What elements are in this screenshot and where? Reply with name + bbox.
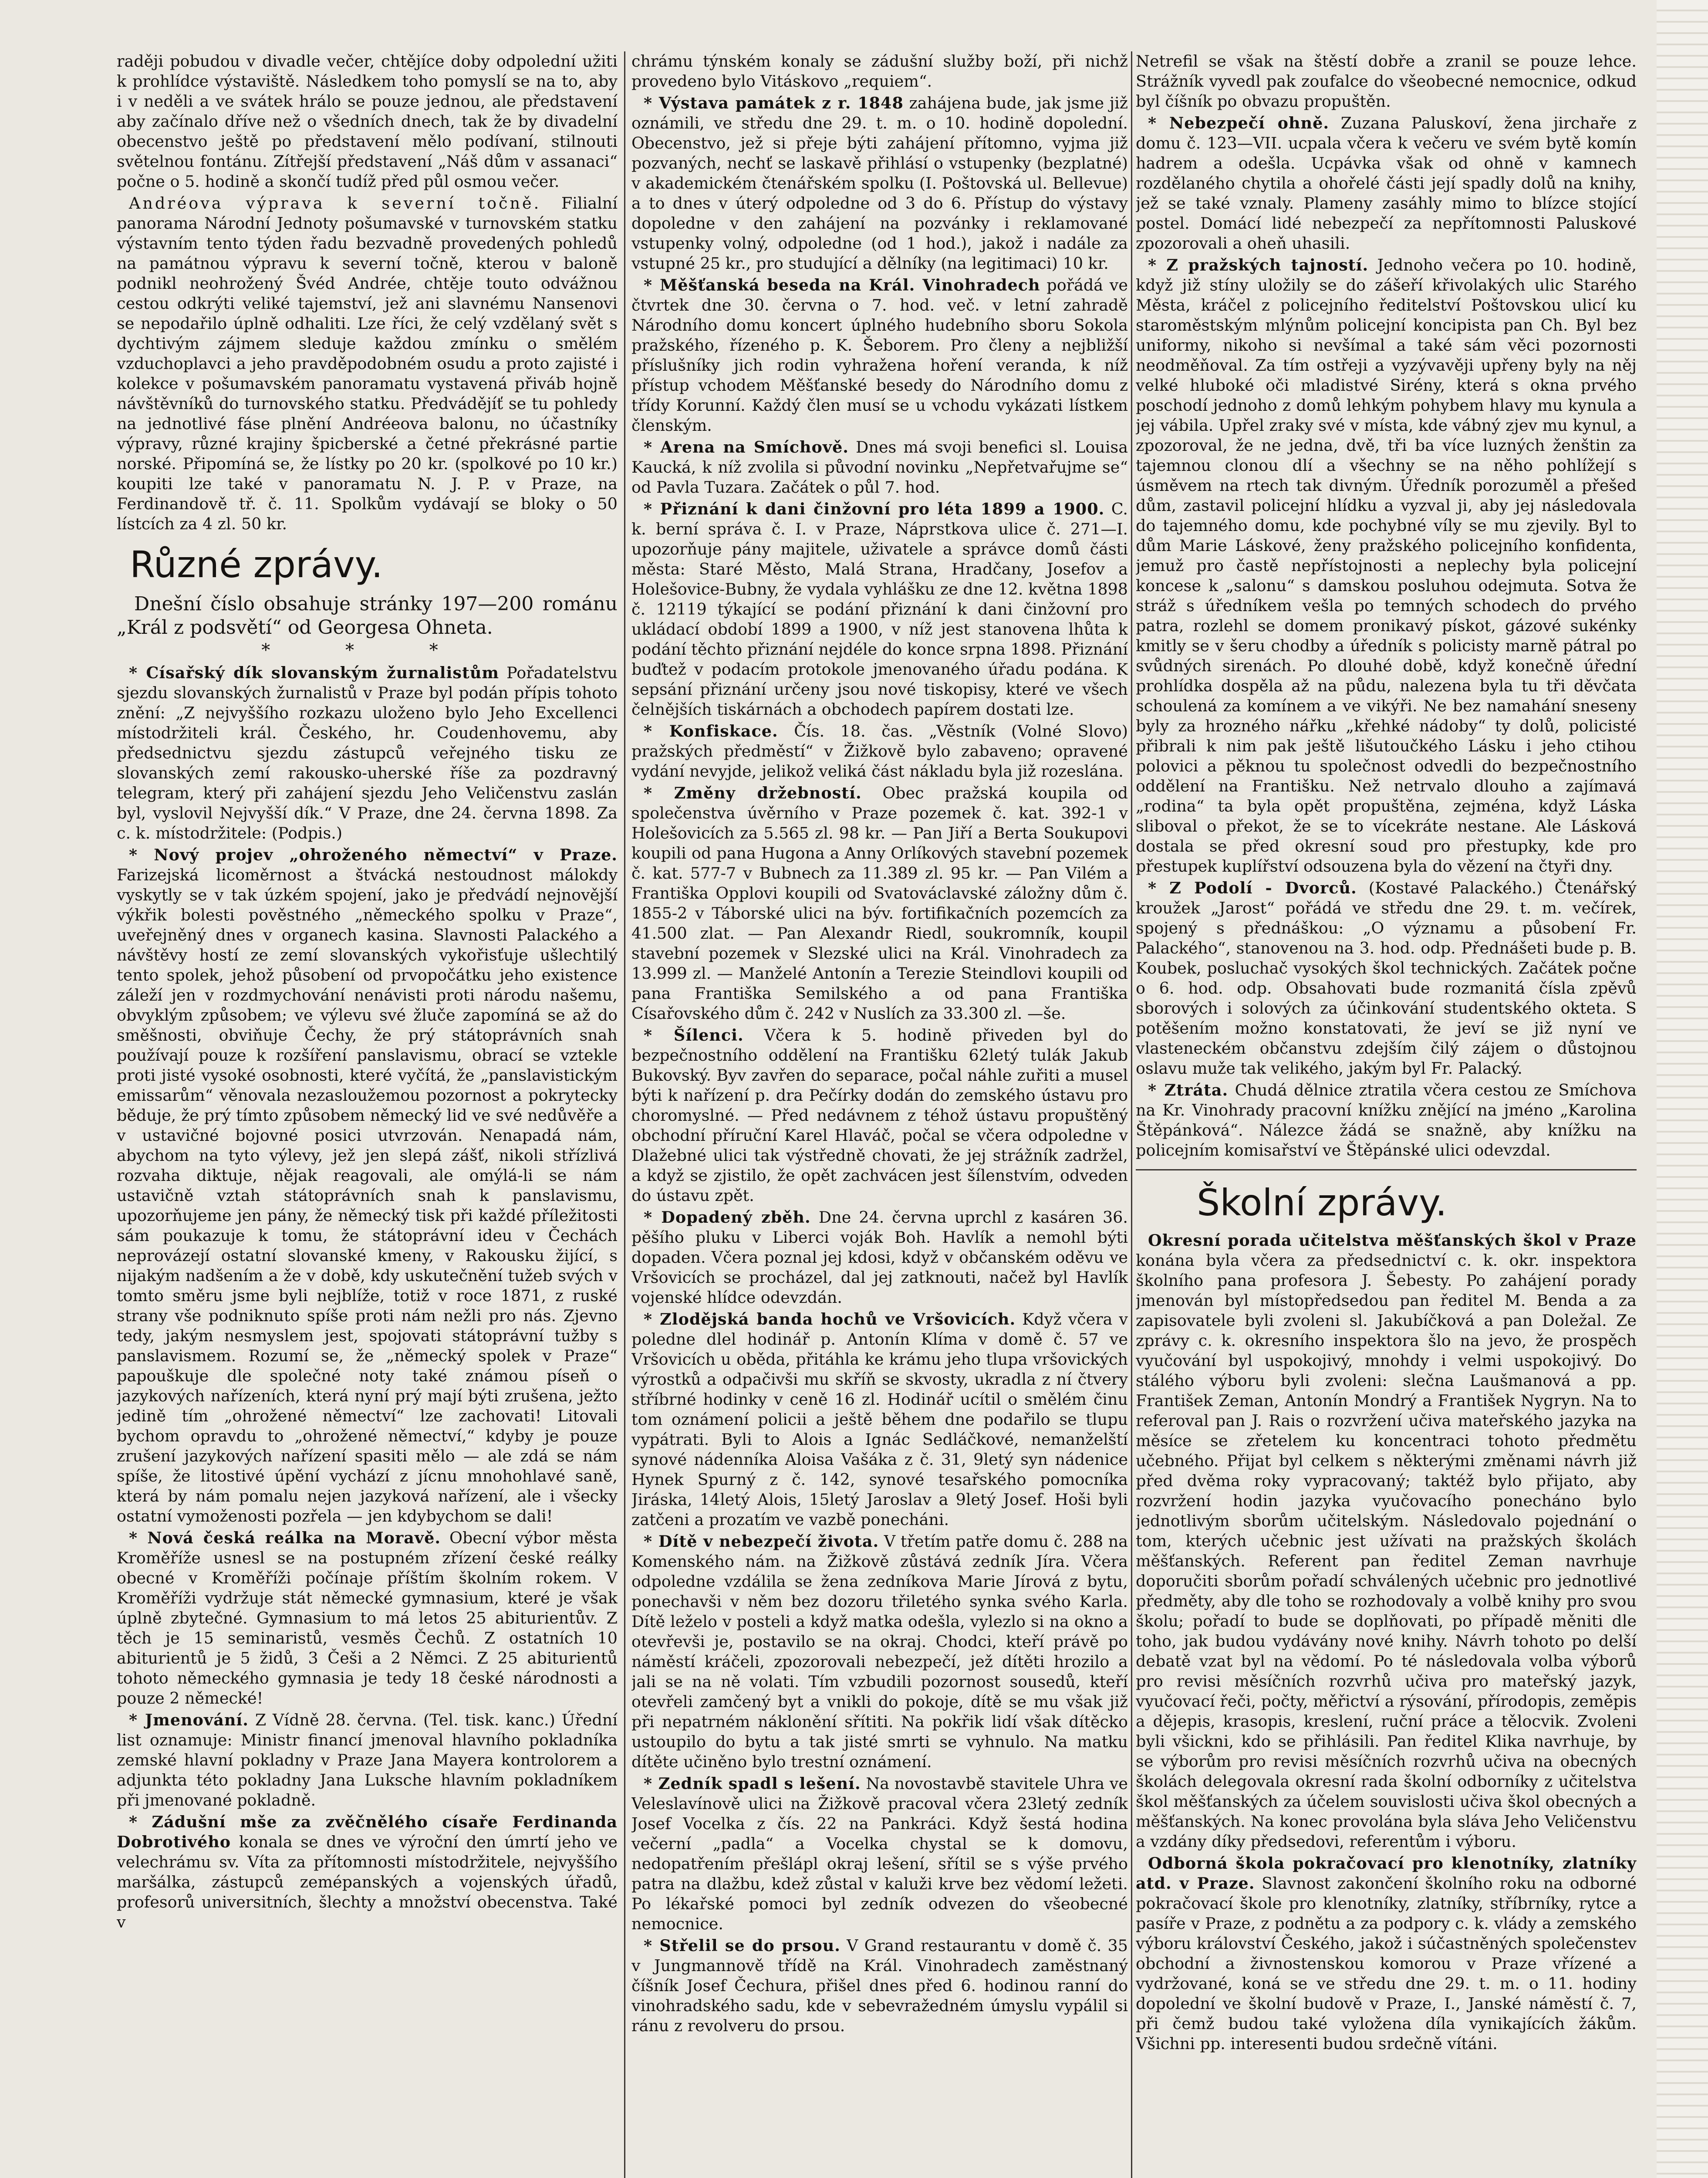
article-lead: * Z Podolí - Dvorců. (1148, 879, 1357, 897)
article-lead: * Nová česká reálka na Moravě. (129, 1529, 441, 1547)
article-lead: * Císařský dík slovanským žurnalistům (129, 663, 499, 682)
article-zlodejska (631, 1309, 1128, 1530)
article-jmenovani (117, 1710, 618, 1810)
article-strelil (631, 1936, 1128, 2036)
article-lead: Andréova výprava k severní točně. (129, 194, 541, 213)
article-body: Farizejská licoměrnost a štvácká nestoudnost málokdy vyskytly se v tak úzkém spojení, jako je předvádí nejnovější výkřik bolesti pověstného „německého spolku v Praze“, uveřejněný dnes v organech kasina. Slavnosti Palackého a návštěvy hostí ze zemí slovanských vykořisťuje ušlechtilý tento spolek, jehož působení od prvopočátku jeho existence záleží jen v rozdmychování nenávisti proti národu našemu, obvyklým způsobem; ve výlevu své žluče zapomíná se až do směšnosti, obviňuje Čechy, že prý státoprávních snah používají pouze k rozšíření panslavismu, obrací se vztekle proti jisté vysoké osobnosti, které vyčítá, že „panslavistickým emissarům“ věnovala nezasloužemou pozornost a pokrytecky běduje, že prý tímto způsobem německý lid ve své nedůvěře a v ustavičné bojovné posici utvrzován. Nenapadá nám, abychom na tyto výlevy, jež jen slepá zášť, nikoli střízlivá rozvaha diktuje, nějak reagovali, ale omýlá-li se nám ustavičně vztah státoprávních snah k panslavismu, upozorňujeme jen pány, že německý tisk při každé příležitosti sám poukazuje k tomu, že státoprávní ideu v Čechách neprovázejí ostatní slovanské kmeny, v Rakousku žijící, s nijakým nadšením a že v době, kdy uskutečnění tužeb svých v tomto směru jsme byli nejblíže, totiž v roce 1871, z ruské strany vše podniknuto spíše proti nám nežli pro nás. Zjevno tedy, jakým nesmyslem jest, spojovati státoprávní tužby s panslavismem. Rozumí se, že „německý spolek v Praze“ papouškuje dle společné noty také známou píseň o jazykových nařízeních, která nyní prý mají býti zrušena, ježto jedině tím „ohrožené němectví“ lze zachovati! Litovali bychom opravdu to „ohrožené němectví,“ kdyby je pouze zrušení jazykových nařízení spasiti mělo — ale zdá se nám spíše, že litostivé úpění vychází z jícnu mnohohlavé saně, která by nám pomalu nejen jazyková nařízení, ale i všecky ostatní vymoženosti pozřela — jen kdybychom se dali! (117, 866, 618, 1525)
article-body: Dne 24. června uprchl z kasáren 36. pěšího pluku v Liberci voják Boh. Havlík a nemohl býti dopaden. Včera poznal jej kdosi, když v občanském oděvu ve Vršovicích se procházel, dal jej zatknouti, načež byl Havlík vojenské hlídce odevzdán. (631, 1208, 1128, 1307)
article-lead: * Nový projev „ohroženého němectví“ v Praze. (129, 845, 618, 864)
article-lead: * Zádušní mše za zvěčnělého císaře Ferdinanda Dobrotivého (117, 1813, 618, 1851)
article-lead: * Konfiskace. (644, 722, 778, 741)
article-tajnosti (1136, 255, 1637, 876)
article-continuation: raději pobudou v divadle večer, chtějíce doby odpolední užiti k prohlídce výstaviště. Následkem toho pomyslí se na to, aby i v neděli a ve svátek hrálo se pouze jednou, ale představení aby začínalo dříve než o všedních dnech, tak že by divadelní obecenstvo ještě po představení mělo podívaní, stilnouti světelnou fontánu. Zítřejší představení „Náš dům v assanaci“ počne o 5. hodině a skončí tudíž před půl osmou večer. (117, 52, 618, 191)
article-lead: * Výstava památek z r. 1848 (644, 94, 904, 112)
article-lead: * Měšťanská beseda na Král. Vinohradech (644, 276, 1040, 294)
article-body: Na novostavbě stavitele Uhra ve Veleslavínově ulici na Žižkově pracoval včera 23letý zedník Josef Vocelka z čís. 22 na Pankráci. Když šestá hodina večerní „padla“ a Vocelka chystal se k domovu, nedopatřením přešlápl okraj lešení, sřítil se s výše prvého patra na dlažbu, kdež zůstal v kaluži krve bez vědomí ležeti. Po lékařské pomoci byl zedník odvezen do všeobecné nemocnice. (631, 1774, 1128, 1933)
article-cisarsky (117, 663, 618, 843)
article-realka (117, 1528, 618, 1708)
article-projev (117, 845, 618, 1526)
column-rule (1131, 51, 1132, 2178)
article-dopadeny (631, 1207, 1128, 1308)
article-lead: * Z pražských tajností. (1148, 256, 1369, 274)
column-3 (1136, 51, 1637, 2178)
article-lead: * Dítě v nebezpečí života. (644, 1532, 879, 1551)
article-body: Slavnost zakončení školního roku na odborné pokračovací škole pro klenotníky, zlatníky, stříbrníky, rytce a pasíře v Praze, z podnětu a za podpory c. k. vlády a zemského výboru království Českého, jakož i súčastněných společenstev obchodní a živnostenskou komorou v Praze vřízené a vydržované, koná se ve středu dne 29. t. m. o 11. hodiny dopolední ve školní budově v Praze, I., Janské náměstí č. 7, při čemž budou také vyložena díla vynikajících žákům. Všichni pp. interesenti budou srdečně vítáni. (1136, 1874, 1637, 2053)
article-body: Obec pražská koupila od společenstva úvěrního v Praze pozemek č. kat. 392-1 v Holešovicích za 5.565 zl. 98 kr. — Pan Jiří a Berta Soukupovi koupili od pana Hugona a Anny Orlíkových stavební pozemek č. kat. 577-7 v Bubnech za 11.389 zl. 95 kr. — Pan Vilém a Františka Opplovi koupili od Svatováclavské záložny dům č. 1855-2 v Táborské ulici na býv. fortifikačních pozemcích za 41.500 zlat. — Pan Alexandr Riedl, soukromník, koupil stavební pozemek v Slezské ulici na Král. Vinohradech za 13.999 zl. — Manželé Antonín a Terezie Steindlovi koupili od pana Františka Semilského a od pana Františka Císařovského dům č. 242 v Nuslích za 33.300 zl. —še. (631, 784, 1128, 1023)
article-continuation: Netrefil se však na štěstí dobře a zranil se pouze lehce. Strážník vyvedl pak zoufalce do všeobecné nemocnice, odkud byl číšník po obvazu propuštěn. (1136, 52, 1637, 111)
article-body: pořádá ve čtvrtek dne 30. června o 7. hod. več. v letní zahradě Národního domu koncert úplného hudebního sboru Sokola pražského, řízeného p. K. Šeborem. Pro členy a nejbližší příslušníky jich rodin vyhražena hoření veranda, k níž přístup vchodem Měšťanské besedy do Národního domu z třídy Korunní. Každý člen musí se u vchodu vykázati lístkem členským. (631, 276, 1128, 435)
article-body: Pořadatelstvu sjezdu slovanských žurnalistů v Praze byl podán přípis tohoto znění: „Z nejvyššího rozkazu uloženo bylo Jeho Excellenci místodržiteli král. Českého, hr. Coudenhovemu, aby předsednictvu sjezdu zástupců veřejného tisku ze slovanských zemí rakousko-uherské říše za pozdravný telegram, který při zahájení sjezdu Jeho Veličenstvu zaslán byl, vyslovil Nejvyšší dík.“ V Praze, dne 24. června 1898. Za c. k. místodržitele: (Podpis.) (117, 663, 618, 842)
article-lead: * Zedník spadl s lešení. (644, 1774, 861, 1793)
article-body: Dnes má svoji benefici sl. Louisa Kaucká, k níž zvolila si původní novinku „Nepřetvařujme se“ od Pavla Tuzara. Začátek o půl 7. hod. (631, 438, 1128, 497)
article-lead: Okresní porada učitelstva měšťanských škol v Praze (1148, 1231, 1637, 1250)
article-zednik (631, 1774, 1128, 1934)
article-body: Když včera v poledne dlel hodinář p. Antonín Klíma v domě č. 57 ve Vršovicích u oběda, přitáhla ke krámu jeho tlupa vršovických výrostků a odpačivši mu skříň se skvosty, ukradla z ní čtvery stříbrné hodinky v ceně 16 zl. Hodinář ucítil o smělém činu tom oznámení policii a ještě během dne podařilo se tlupu vypátrati. Byli to Alois a Ignác Sedláčkové, nemanželští synové nádenníka Aloisa Vašáka z č. 31, 9letý syn nádenice Hynek Spurný z č. 142, synové tesařského pomocníka Jiráska, 14letý Alois, 15letý Jaroslav a 9letý Josef. Hoši byli zatčeni a prozatím ve vazbě ponecháni. (631, 1310, 1128, 1529)
article-body: C. k. berní správa č. I. v Praze, Náprstkova ulice č. 271—I. upozorňuje pány majitele, uživatele a správce domů části města: Staré Město, Malá Strana, Hradčany, Josefov a Holešovice-Bubny, že vydala vyhlášku ze dne 12. května 1898 č. 12119 týkající se podání přiznání k dani činžovní pro ukládací období 1899 a 1900, v níž jest stanovena lhůta k podání těchto přiznání nejdéle do konce srpna 1898. Přiznání buďtež v podacím protokole jmenovaného úřadu podána. K sepsání přiznání určeny jsou nové tiskopisy, které ve všech čelnějších tiskárnách a obchodech papírem dostati lze. (631, 500, 1128, 719)
article-arena (631, 437, 1128, 497)
article-odborna (1136, 1853, 1637, 2054)
article-lead: * Změny držebností. (644, 784, 862, 802)
article-beseda (631, 275, 1128, 436)
article-nebezpeci (1136, 113, 1637, 254)
article-lead: * Ztráta. (1148, 1081, 1229, 1099)
page-edge (1657, 0, 1708, 2178)
article-dite (631, 1532, 1128, 1772)
article-body: V třetím patře domu č. 288 na Komenského nám. na Žižkově zůstává zedník Jíra. Včera odpoledne vzdálila se žena zedníkova Marie Jírová z bytu, ponechavši v něm bez dozoru třiletého synka svého Karla. Dítě leželo v posteli a když matka odešla, vylezlo si na okno a otevřevši je, postavilo se na okraj. Chodci, kteří právě po náměstí kráčeli, zpozorovali nebezpečí, jež dítěti hrozilo a jali se na ně volati. Tím vzbudili pozornost sousedů, kteří otevřeli zamčený byt a vnikli do pokoje, dítě se mu však již při nepatrném náklonění sřítiti. Na pokřik lidí však dítěcko ustoupilo do bytu a tak jisté smrti se vyhnulo. Na matku dítěte učiněno bylo trestní oznámení. (631, 1532, 1128, 1771)
article-lead: * Arena na Smíchově. (644, 438, 849, 457)
article-zmeny (631, 783, 1128, 1024)
article-body: Filialní panorama Národní Jednoty pošumavské v turnovském statku výstavním tento týden řadu bezvadně provedených pohledů na památnou výpravu k severní točně, kterou v baloně podnikl neohrožený Švéd Andrée, chtěje touto odvážnou cestou odkrýti veliké tajemství, jež ani slavnému Nansenovi se nepodařilo úplně odhaliti. Lze říci, že celý vzdělaný svět s dychtivým zájmem sleduje každou zmínku o smělém vzduchoplavci a jeho pravděpodobném osudu a proto zajisté i kolekce v pošumavském panoramatu vystavená přiváb hojně návštěvníků do turnovského statku. Předvádějíť se tu pohledy na jednotlivé fáse plnění Andréeova balonu, no účastníky výpravy, různé krajiny špicberské a četné překrásné partie norské. Připomíná se, že lístky po 20 kr. (spolkové po 10 kr.) koupiti lze také v panoramatu N. J. P. v Praze, na Ferdinandově tř. č. 11. Spolkům vydávají se bloky o 50 lístcích za 4 zl. 50 kr. (117, 194, 618, 533)
section-heading: Školní zprávy. (1197, 1181, 1447, 1224)
article-body: Včera k 5. hodině přiveden byl do bezpečnostního oddělení na Františku 62letý tulák Jakub Bukovský. Byv zavřen do separace, počal náhle zuřiti a musel býti k nařízení p. dra Pečírky dodán do zemského ústavu pro choromyslné. — Před nedávnem z téhož ústavu propuštěný obchodní příruční Karel Hlaváč, počal se včera odpoledne v Dlažebné ulici tak výstředně chovati, že jej strážník zadržel, a když se zjistilo, že opět zachvácen jest šílenstvím, odveden do ústavu zpět. (631, 1026, 1128, 1205)
column-rule (624, 51, 625, 2178)
article-body: V Grand restaurantu v domě č. 35 v Jungmannově třídě na Král. Vinohradech zaměstnaný číšník Josef Čechura, přišel dnes před 6. hodinou ranní do vinohradského sadu, kde v sebevražedném úmyslu vypálil si ránu z revolveru do prsou. (631, 1936, 1128, 2035)
column-2 (631, 51, 1128, 2178)
article-body: konána byla včera za předsednictví c. k. okr. inspektora školního pana profesora J. Šebesty. Po zahájení porady jmenován byl místopředsedou pan ředitel M. Benda a za zapisovatele byli zvoleni sl. Jakubíčková a pan Doležal. Ze zprávy c. k. okresního inspektora šlo na jevo, že prospěch vyučování byl uspokojivý, mnohdy i velmi uspokojivý. Do stálého výboru byli zvoleni: slečna Laušmanová a pp. František Zeman, Antonín Mondrý a František Nygryn. Na to referoval pan J. Rais o rozvržení učiva mateřského jazyka na měsíce se zřetelem ku koncentraci tohoto předmětu učebného. Přijat byl celkem s některými změnami návrh již před dvěma roky vypracovaný; taktéž bylo přijato, aby rozvržení hodin jazyka vyučovacího ponecháno bylo jednotlivým sborům učitelským. Následovalo pojednání o tom, kterých učebnic jest užívati na pražských školách měšťanských. Referent pan ředitel Zeman navrhuje doporučiti sborům pořadí schválených učebnic pro jednotlivé předměty, aby dle toho se rozhodovaly a volbě knihy pro svou školu; pořadí to bude se doplňovati, po případě měniti dle toho, jak budou vydávány nové knihy. Návrh tohoto po delší debatě vzat byl na vědomí. Po té následovala volba výborů pro revisi měsíčních rozvrhů učiva pro mateřský jazyk, vyučovací řeči, počty, měřictví a rýsování, přírodopis, zeměpis a dějepis, krasopis, kreslení, ruční práce a tělocvik. Zvoleni byli všickni, kdo se přihlásili. Pan ředitel Klika navrhuje, by se výborům pro revisi měsíčních rozvrhů učiva na obecných školách delegovala okresní rada školní odborníky z učitelstva škol měšťanských za účelem souvislosti učiva škol obecných a měšťanských. Na konec provolána byla sláva Jeho Veličenstvu a vzdány díky předsedovi, referentům i výboru. (1136, 1251, 1637, 1851)
article-lead: * Přiznání k dani činžovní pro léta 1899 a 1900. (644, 500, 1105, 518)
article-silenci (631, 1025, 1128, 1206)
article-body: konala se dnes ve výroční den úmrtí jeho ve velechrámu sv. Víta za přítomnosti místodržitele, nejvyššího maršálka, zástupců zemépanských a vojenských úřadů, profesorů universitních, šlechty a množství obecenstva. Také v (117, 1833, 618, 1931)
article-body: Z Vídně 28. června. (Tel. tisk. kanc.) Úřední list oznamuje: Ministr financí jmenoval hlavního pokladníka zemské hlavní pokladny v Praze Jana Mayera kontrolorem a adjunkta této pokladny Jana Lukschе hlavním pokladníkem při jmenované pokladně. (117, 1711, 618, 1809)
article-lead: * Dopadený zběh. (644, 1208, 811, 1227)
article-ztrata (1136, 1080, 1637, 1160)
article-lead: Odborná škola pokračovací pro klenotníky, zlatníky atd. v Praze. (1136, 1854, 1637, 1893)
article-zadusni (117, 1812, 618, 1932)
article-lead: * Střelil se do prsou. (644, 1936, 840, 1955)
article-porada (1136, 1231, 1637, 1852)
article-body: Chudá dělnice ztratila včera cestou ze Smíchova na Kr. Vinohrady pracovní knížku znějící na jméno „Karolina Štěpánková“. Nálezce žádá se snažně, aby knížku na policejním komisařství ve Štěpánské ulici odevzdal. (1136, 1081, 1637, 1160)
article-lead: * Jmenování. (129, 1711, 249, 1729)
article-konfiskace (631, 721, 1128, 781)
section-divider (1136, 1169, 1637, 1224)
article-lead: * Šílenci. (644, 1026, 744, 1045)
article-body: Jednoho večera po 10. hodině, když již stíny uložily se do zášeří křivolakých ulic Starého Města, kráčel z policejního ředitelství Poštovskou ulicí ku staroměstským mlýnům policejní koncipista pan Ch. Byl bez uniformy, nikoho si nevšímal a také sám věci pozornosti neodměňoval. Za tím ostřeji a vyzývavěji upřeny byly na něj velké hluboké oči mladistvé Sirény, která s okna prvého poschodí jednoho z domů lehkým pohybem hlavy mu kynula a jej vábila. Upřel zraky své v místa, kde vábný zjev mu kynul, a zpozoroval, že ne jedna, dvě, tři ba více luzných ženštin za tajemnou clonou dlí a všechny se na něho pohlížejí s úsměvem na rtech tak divným. Úředník porozuměl a přešed dům, zastavil policejní hlídku a vyzval ji, aby jej následovala do tajemného domu, kde pochybné víly se mu zjevily. Byl to dům Marie Láskové, ženy pražského policejního konfidenta, jemuž pro častě nepřístojnosti a neplechy byla policejní koncese k „salonu“ s damskou posluhou odejmuta. Sotva že stráž s úředníkem vešla po temných schodech do prvého patra, rozlehl se domem pronikavý pískot, gázové sukénky kmitly se v šeru chodby a úředník s policisty marně pátral po svůdných sirenách. Po dlouhé době, když konečně úřední prohlídka dospěla až na půdu, nalezena byla tu tři děvčata schoulená za komínem a ve vikýři. Ne bez namahání sneseny byly za hrozného nářku „křehké nádoby“ ty dolů, policisté přibrali k nim pak ještě lišutoučkého Lásku i jeho ctihou polovici a pěknou tu společnost odvedli do bezpečnostního oddělení na Františku. Než netrvalo dlouho a zajímavá „rodina“ ta byla opět propuštěna, zejména, když Láska sliboval o překot, že se to vícekráte nestane. Ale Lásková dostala se před okresní soud pro přestupky, kde pro přestupek kuplířství odsouzena byla do vězení na čtyři dny. (1136, 256, 1637, 876)
article-body: Čís. 18. čas. „Věstník (Volné Slovo) pražských předměstí“ v Žižkově bylo zabaveno; opravené vydání nevyjde, jelikož veliká část nákladu byla již rozeslána. (631, 722, 1128, 781)
article-body: Zuzana Paluskoví, žena jirchaře z domu č. 123—VII. ucpala včera k večeru ve svém bytě komín hadrem a odešla. Ucpávka však od ohně v kamnech rozdělaného chytila a ohořelé části její spadly dolů na knihy, jež se také vznaly. Plameny zasáhly mimo to blízce stojící postel. Domácí lidé nebezpečí za nepřítomnosti Paluskové zpozorovali a oheň uhasili. (1136, 114, 1637, 253)
article-body: zahájena bude, jak jsme již oznámili, ve středu dne 29. t. m. o 10. hodině dopolední. Obecenstvo, jež si přeje býti zahájení přítomno, vyjma již pozvaných, nechť se laskavě přihlásí o vstupenky (bezplatné) v akademickém čtenářském spolku (I. Poštovská ul. Bellevue) a to dnes v úterý odpoledne od 3 do 6. Přístup do výstavy dopoledne v den zahájení na pozvánky i reklamované vstupenky volný, odpoledne (od 1 hod.), jakož i nadále za vstupné 25 kr., pro studující a dělníky (na legitimaci) 10 kr. (631, 94, 1128, 273)
article-vystava (631, 93, 1128, 274)
article-andree (117, 193, 618, 534)
section-heading: Různé zprávy. (130, 543, 383, 586)
article-priznani (631, 499, 1128, 720)
column-1 (117, 51, 618, 2178)
article-lead: * Nebezpečí ohně. (1148, 114, 1330, 132)
article-podoli (1136, 878, 1637, 1079)
section-intro: Dnešní číslo obsahuje stránky 197—200 románu „Král z podsvětí“ od Georgesa Ohneta. (117, 593, 618, 639)
article-continuation: chrámu týnském konaly se zádušní služby boží, při nichž provedeno bylo Vitáskovo „requiem“. (631, 52, 1128, 91)
separator-stars: * * * (261, 640, 473, 660)
article-body: Obecní výbor města Kroměříže usnesl se na postupném zřízení české reálky obecné v Kroměříži počínaje příštím školním rokem. V Kroměříži vydržuje stát německé gymnasium, které je však úplně zbytečné. Gymnasium to má letos 25 abiturientův. Z těch je 15 seminaristů, vesměs Čechů. Z ostatních 10 abiturientů je 5 židů, 3 Češi a 2 Němci. Z 25 abiturientů tohoto německého gymnasia je tedy 18 české národnosti a pouze 2 německé! (117, 1529, 618, 1708)
article-lead: * Zlodějská banda hochů ve Vršovicích. (644, 1310, 1016, 1329)
article-body: (Kostavé Palackého.) Čtenářský kroužek „Jarost“ pořádá ve středu dne 29. t. m. večírek, spojený s přednáškou: „O významu a působení Fr. Palackého“, stanovenou na 3. hod. odp. Přednášeti bude p. B. Koubek, posluchač vysokých škol technických. Začátek počne o 6. hod. odp. Obsahovati bude rozmanitá čísla zpěvů sborových i solových za účinkování studentského okteta. S potěšením možno konstatovati, že jeví se již nyní ve vlasteneckém občanstvu zdejším čilý zájem o důstojnou oslavu muže tak velikého, jakým byl Fr. Palacký. (1136, 879, 1637, 1078)
